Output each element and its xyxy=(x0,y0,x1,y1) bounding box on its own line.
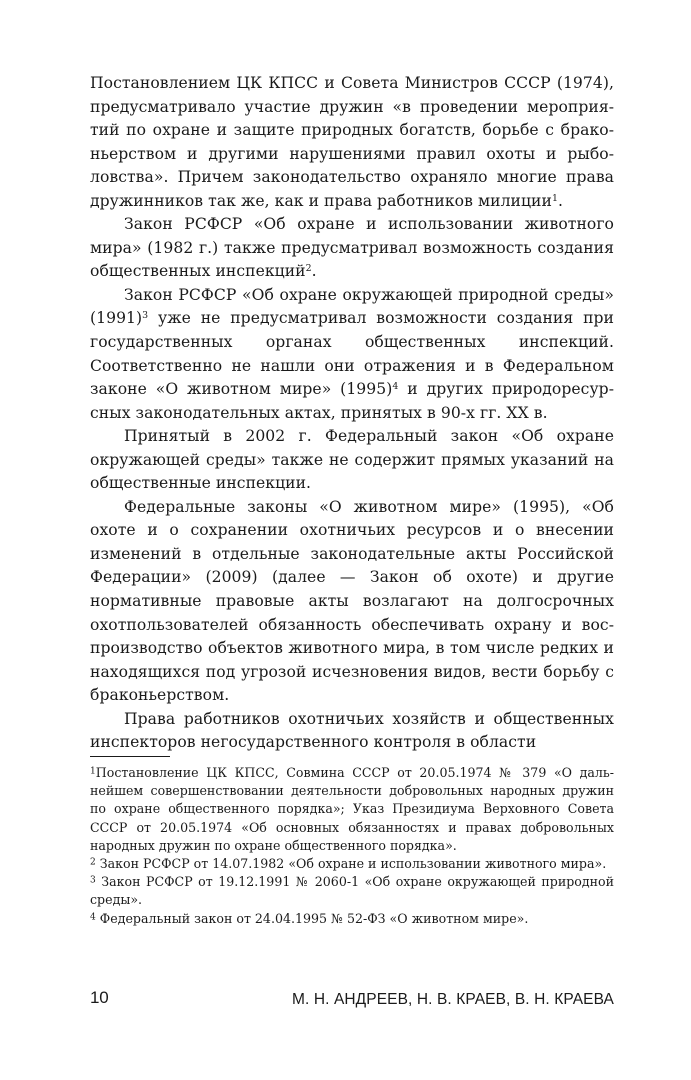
footnote-4 xyxy=(90,910,614,928)
paragraph-3-text-c: и других природоресурсных законодательных актах, принятых в 90-х гг. XX в. xyxy=(90,380,614,422)
footnote-ref-1[interactable]: 1 xyxy=(551,192,558,204)
page-number: 10 xyxy=(90,988,109,1007)
footnote-2 xyxy=(90,855,614,873)
paragraph-3-text-b: уже не предусматривал возможности создания при государственных органах общественных инспекций. Соответственно не нашли они отражения и в Федеральном законе «О животном мире» (1995) xyxy=(90,309,614,399)
footnote-ref-2[interactable]: 2 xyxy=(305,263,312,275)
footnote-mark-4: 4 xyxy=(90,912,96,922)
paragraph-1-end: . xyxy=(557,191,563,210)
paragraph-2 xyxy=(90,213,614,284)
paragraph-2-text: Закон РСФСР «Об охране и использовании животного мира» (1982 г.) также предусматривал возможность создания общественных инспекций xyxy=(90,215,614,281)
paragraph-5: Федеральные законы «О животном мире» (1995), «Об охоте и о сохранении охотничьих ресурсов и о внесении изменений в отдельные законодательные акты Российской Федерации» (2009) (далее — Закон об охоте) и другие нормативные правовые акты возлагают на долгосрочных охотпользователей обязанность обеспечивать охрану и воспроизводство объектов животного мира, в том числе редких и находящихся под угрозой исчезновения видов, вести борьбу с браконьерством. xyxy=(90,497,614,705)
footnote-4-text: Федеральный закон от 24.04.1995 № 52-ФЗ «О животном мире». xyxy=(95,910,529,926)
paragraph-6: Права работников охотничьих хозяйств и общественных инспекторов негосударственного контроля в области xyxy=(90,709,614,752)
footnote-2-text: Закон РСФСР от 14.07.1982 «Об охране и использовании животного мира». xyxy=(95,856,607,872)
footnote-ref-3[interactable]: 3 xyxy=(142,310,149,322)
footnote-mark-1: 1 xyxy=(90,766,96,777)
footnote-3-text: Закон РСФСР от 19.12.1991 № 2060-1 «Об охране окружающей природной среды». xyxy=(90,874,614,908)
paragraph-3-text-a: Закон РСФСР «Об охране окружающей природной среды» (1991) xyxy=(90,285,614,328)
paragraph-1-text: Постановлением ЦК КПСС и Совета Министров СССР (1974), предусматривало участие дружин «в проведении мероприятий по охране и защите природных богатств, борьбе с браконьерством и другими нарушениями правил охоты и рыболовства». Причем законодательство охраняло многие права дружинников так же, как и права работников милиции xyxy=(90,74,614,210)
paragraph-1 xyxy=(90,72,614,213)
footnotes xyxy=(90,764,614,928)
footnote-1 xyxy=(90,764,614,855)
main-text xyxy=(90,72,614,755)
footnote-divider xyxy=(90,756,170,757)
footnote-mark-3: 3 xyxy=(90,875,96,886)
footnote-ref-4[interactable]: 4 xyxy=(392,380,399,392)
footnote-mark-2: 2 xyxy=(90,857,96,868)
running-footer-authors: М. Н. АНДРЕЕВ, Н. В. КРАЕВ, В. Н. КРАЕВА xyxy=(292,991,614,1008)
paragraph-4: Принятый в 2002 г. Федеральный закон «Об охране окружающей среды» также не содержит прямых указаний на общественные инспекции. xyxy=(90,427,614,493)
footnote-1-text: Постановление ЦК КПСС, Совмина СССР от 20.05.1974 № 379 «О дальнейшем совершенствовании деятельности добровольных народных дружин по охране общественного порядка»; Указ Президиума Верховного Совета СССР от 20.05.1974 «Об основных обязанностях и правах добровольных народных дружин по охране общественного порядка». xyxy=(90,765,614,853)
paragraph-2-end: . xyxy=(311,262,317,281)
footnote-3 xyxy=(90,873,614,909)
paragraph-3 xyxy=(90,284,614,425)
